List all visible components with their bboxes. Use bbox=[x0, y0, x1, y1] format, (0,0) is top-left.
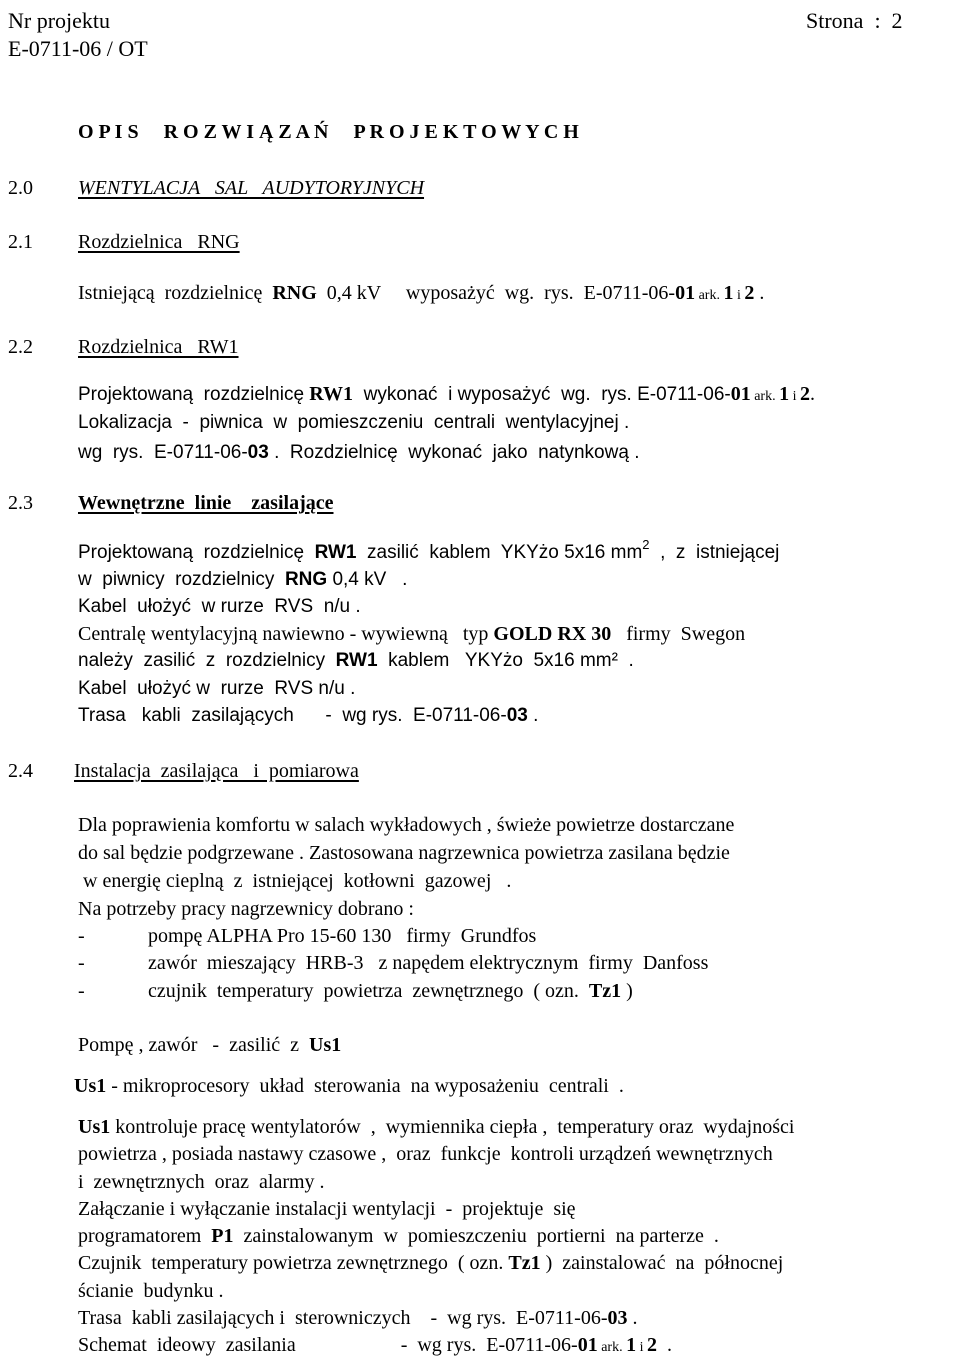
paragraph-line: Kabel ułożyć w rurze RVS n/u . bbox=[78, 678, 356, 699]
paragraph-line: Us1 kontroluje pracę wentylatorów , wymiennika ciepła , temperatury oraz wydajności bbox=[78, 1116, 795, 1138]
section-title-2-4: Instalacja zasilająca i pomiarowa bbox=[74, 760, 359, 782]
paragraph-line: Trasa kabli zasilających i sterowniczych - wg rys. E-0711-06-03 . bbox=[78, 1307, 638, 1329]
paragraph-line: Trasa kabli zasilających - wg rys. E-0711-06-03 . bbox=[78, 705, 539, 726]
project-label: Nr projektu bbox=[8, 8, 111, 33]
section-title-2-1: Rozdzielnica RNG bbox=[78, 231, 240, 253]
paragraph-line: ścianie budynku . bbox=[78, 1280, 224, 1302]
paragraph-line: w piwnicy rozdzielnicy RNG 0,4 kV . bbox=[78, 569, 408, 590]
paragraph-line: Centralę wentylacyjną nawiewno - wywiewną typ GOLD RX 30 firmy Swegon bbox=[78, 623, 746, 645]
paragraph-line: Pompę , zawór - zasilić z Us1 bbox=[78, 1034, 342, 1056]
section-number-2-3: 2.3 bbox=[8, 492, 33, 514]
paragraph-line: Projektowaną rozdzielnicę RW1 wykonać i wyposażyć wg. rys. E-0711-06-01 ark. 1 i 2. bbox=[78, 383, 815, 405]
paragraph-line: do sal będzie podgrzewane . Zastosowana nagrzewnica powietrza zasilana będzie bbox=[78, 842, 730, 864]
list-item: - pompę ALPHA Pro 15-60 130 firmy Grundfos bbox=[78, 925, 537, 947]
paragraph-line: Kabel ułożyć w rurze RVS n/u . bbox=[78, 596, 361, 617]
paragraph-line: Czujnik temperatury powietrza zewnętrznego ( ozn. Tz1 ) zainstalować na północnej bbox=[78, 1252, 784, 1274]
section-title-2-0: WENTYLACJA SAL AUDYTORYJNYCH bbox=[78, 177, 425, 199]
paragraph-line: wg rys. E-0711-06-03 . Rozdzielnicę wykonać jako natynkową . bbox=[78, 442, 640, 463]
page-number: Strona : 2 bbox=[806, 8, 903, 33]
paragraph-line: Istniejącą rozdzielnicę RNG 0,4 kV wyposażyć wg. rys. E-0711-06-01 ark. 1 i 2 . bbox=[78, 282, 765, 304]
paragraph-line: Załączanie i wyłączanie instalacji wentylacji - projektuje się bbox=[78, 1198, 576, 1220]
document-title: O P I S R O Z W I Ą Z A Ń P R O J E K T O W Y C H bbox=[78, 121, 579, 143]
paragraph-line: Dla poprawienia komfortu w salach wykładowych , świeże powietrze dostarczane bbox=[78, 814, 735, 836]
paragraph-line: Lokalizacja - piwnica w pomieszczeniu centrali wentylacyjnej . bbox=[78, 412, 630, 433]
paragraph-line: Schemat ideowy zasilania - wg rys. E-0711-06-01 ark. 1 i 2 . bbox=[78, 1334, 672, 1356]
list-item: - czujnik temperatury powietrza zewnętrznego ( ozn. Tz1 ) bbox=[78, 980, 633, 1002]
paragraph-line: Projektowaną rozdzielnicę RW1 zasilić kablem YKYżo 5x16 $mm^2$ , z istniejącej bbox=[78, 537, 780, 563]
paragraph-line: programatorem P1 zainstalowanym w pomieszczeniu portierni na parterze . bbox=[78, 1225, 719, 1247]
section-title-2-3: Wewnętrzne linie zasilające bbox=[78, 492, 334, 514]
list-item: - zawór mieszający HRB-3 z napędem elektrycznym firmy Danfoss bbox=[78, 952, 709, 974]
paragraph-line: i zewnętrznych oraz alarmy . bbox=[78, 1171, 325, 1193]
section-number-2-4: 2.4 bbox=[8, 760, 33, 782]
paragraph-line: Us1 - mikroprocesory układ sterowania na wyposażeniu centrali . bbox=[74, 1075, 624, 1097]
paragraph-line: powietrza , posiada nastawy czasowe , oraz funkcje kontroli urządzeń wewnętrznych bbox=[78, 1143, 773, 1165]
section-number-2-1: 2.1 bbox=[8, 231, 33, 253]
section-title-2-2: Rozdzielnica RW1 bbox=[78, 336, 239, 358]
paragraph-line: w energię cieplną z istniejącej kotłowni gazowej . bbox=[78, 870, 512, 892]
paragraph-line: należy zasilić z rozdzielnicy RW1 kablem YKYżo 5x16 mm² . bbox=[78, 650, 634, 671]
paragraph-line: Na potrzeby pracy nagrzewnicy dobrano : bbox=[78, 898, 414, 920]
section-number-2-0: 2.0 bbox=[8, 177, 33, 199]
section-number-2-2: 2.2 bbox=[8, 336, 33, 358]
project-number: E-0711-06 / OT bbox=[8, 36, 148, 61]
